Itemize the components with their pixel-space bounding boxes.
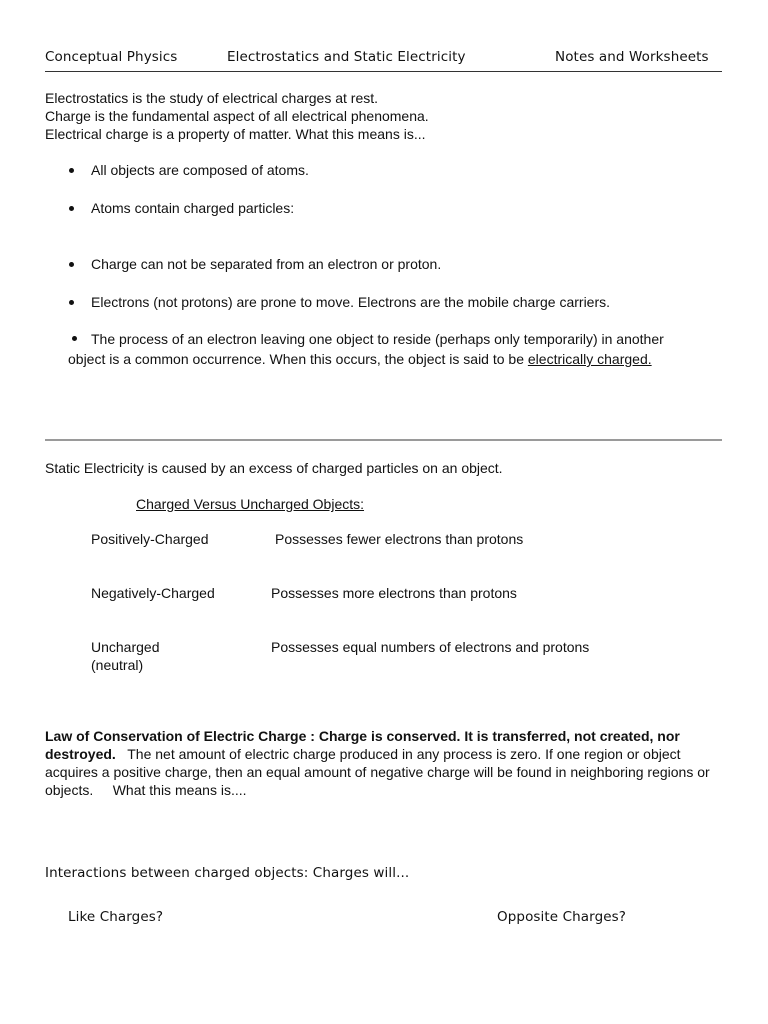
bullet-1-marker — [69, 168, 74, 173]
static-intro: Static Electricity is caused by an excess of charged particles on an object. — [45, 460, 503, 476]
electrically-charged-term: electrically charged. — [527, 351, 652, 367]
bullet-3-text: Charge can not be separated from an electron or proton. — [91, 256, 442, 272]
bullet-5-text: object is a common occurrence. When this occurs, the object is said to be — [68, 351, 528, 367]
section-divider — [45, 439, 722, 441]
conservation-law-statement: Law of Conservation of Electric Charge : Charge is conserved. It is transferred, not created, nor destroyed. — [45, 728, 680, 762]
row-positive-term: Positively-Charged — [91, 531, 209, 547]
opposite-charges-label: Opposite Charges? — [497, 909, 627, 925]
bullet-2-marker — [69, 206, 74, 211]
intro-line-1: Electrostatics is the study of electrical charges at rest. — [45, 90, 379, 106]
bullet-5-line-2 — [68, 350, 652, 368]
header-section: Notes and Worksheets — [555, 49, 709, 65]
bullet-4-text: Electrons (not protons) are prone to move. Electrons are the mobile charge carriers. — [91, 294, 611, 310]
interactions-title: Interactions between charged objects: Charges will... — [45, 865, 410, 881]
bullet-5-marker — [72, 336, 77, 341]
like-charges-label: Like Charges? — [68, 909, 164, 925]
header-topic: Electrostatics and Static Electricity — [227, 49, 466, 65]
conservation-law-explanation: The net amount of electric charge produced in any process is zero. If one region or object acquires a positive charge, then an equal amount of negative charge will be found in neighboring regions or objects. What this means is.... — [45, 746, 714, 798]
bullet-5-line-1: The process of an electron leaving one object to reside (perhaps only temporarily) in another — [91, 331, 664, 347]
intro-line-2: Charge is the fundamental aspect of all electrical phenomena. — [45, 108, 429, 124]
row-uncharged-term-2: (neutral) — [91, 657, 144, 673]
header-course: Conceptual Physics — [45, 49, 178, 65]
row-negative-term: Negatively-Charged — [91, 585, 215, 601]
header-rule — [45, 71, 722, 72]
conservation-law-paragraph — [45, 727, 725, 799]
bullet-4-marker — [69, 300, 74, 305]
bullet-2-text: Atoms contain charged particles: — [91, 200, 295, 216]
bullet-3-marker — [69, 262, 74, 267]
row-uncharged-term: Uncharged — [91, 639, 160, 655]
intro-line-3: Electrical charge is a property of matter. What this means is... — [45, 126, 426, 142]
charged-table-title: Charged Versus Uncharged Objects: — [136, 496, 365, 512]
bullet-1-text: All objects are composed of atoms. — [91, 162, 309, 178]
row-uncharged-desc: Possesses equal numbers of electrons and protons — [271, 639, 590, 655]
row-negative-desc: Possesses more electrons than protons — [271, 585, 517, 601]
row-positive-desc: Possesses fewer electrons than protons — [275, 531, 524, 547]
